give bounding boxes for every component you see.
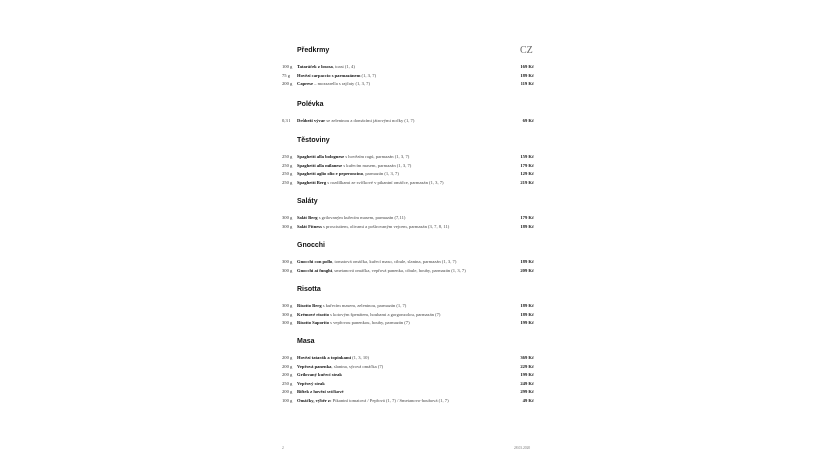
section-salaty (282, 196, 534, 231)
item-price: 189 Kč (520, 311, 534, 317)
item-price: 189 Kč (520, 303, 534, 308)
menu-item (282, 371, 534, 380)
item-price: 169 Kč (520, 64, 534, 69)
menu-item (282, 214, 534, 223)
item-desc: , slanina, sýrová omáčka (7) (331, 363, 384, 369)
item-weight: 300 g (282, 215, 293, 220)
item-price: 189 Kč (520, 259, 534, 264)
item-price: 179 Kč (520, 162, 534, 168)
item-name: Risotto Berg (297, 303, 322, 308)
item-price: 179 Kč (520, 215, 534, 220)
section-title: Polévka (297, 101, 324, 108)
section-gnocchi (282, 240, 534, 275)
item-weight: 250 g (282, 162, 293, 168)
menu-item (282, 363, 534, 372)
section-masa (282, 336, 534, 405)
item-weight: 100 g (282, 64, 293, 69)
item-desc: (1, 3, 7) (360, 72, 377, 78)
item-price: 119 Kč (520, 81, 534, 86)
item-desc: – mozzarella s rajčaty (1, 3, 7) (313, 81, 371, 86)
menu-item (282, 63, 534, 72)
section-title: Těstoviny (297, 137, 330, 144)
menu-item (282, 380, 534, 389)
item-name: Hovězí carpaccio s parmazánem (297, 72, 361, 78)
menu-item (282, 80, 534, 89)
item-name: Salát Fitness (297, 223, 322, 229)
item-desc: s prosciuttem, olivami a pošírovaným vejcem, parmazán (3, 7, 8, 11) (321, 223, 450, 229)
menu-item (282, 258, 534, 267)
section-polevka (282, 99, 534, 126)
item-weight: 300 g (282, 267, 293, 273)
section-title: Předkrmy (297, 47, 330, 54)
section-title: Risotta (297, 286, 321, 293)
item-weight: 300 g (282, 223, 293, 229)
item-weight: 250 g (282, 380, 293, 386)
item-name: Spaghetti alla bolognese (297, 154, 345, 159)
item-weight: 300 g (282, 259, 293, 264)
item-weight: 100 g (282, 397, 293, 403)
item-weight: 250 g (282, 171, 293, 176)
section-title: Gnocchi (297, 242, 326, 249)
menu-item (282, 223, 534, 232)
item-desc: , tomatová omáčka, kuřecí maso, cibule, slanina, parmazán (1, 3, 7) (332, 259, 457, 264)
item-weight: 200 g (282, 363, 293, 369)
item-price: 369 Kč (520, 355, 534, 360)
item-desc: Pikantní tomatová / Pepřová (1, 7) / Smetanovo-houbová (1, 7) (331, 397, 449, 403)
menu-item (282, 267, 534, 276)
item-name: Hovězí tatarák a topinkami (297, 355, 351, 360)
menu-item (282, 354, 534, 363)
item-desc: s vepřovou panenkou, houby, parmazán (7) (329, 320, 410, 325)
item-desc: , smetanová omáčka, vepřová panenka, cibule, houby, parmazán (1, 3, 7) (331, 267, 466, 273)
footer-page-number: 2 (282, 446, 284, 450)
item-name: Tataráček z lososa (297, 64, 333, 69)
menu-item (282, 162, 534, 171)
item-price: 249 Kč (520, 380, 534, 386)
item-price: 189 Kč (520, 223, 534, 229)
item-price: 229 Kč (520, 363, 534, 369)
menu-item (282, 153, 534, 162)
item-weight: 250 g (282, 154, 293, 159)
footer-date: 28.03.2020 (514, 446, 531, 450)
item-price: 219 Kč (520, 179, 534, 185)
menu-item (282, 72, 534, 81)
menu-item (282, 319, 534, 328)
item-weight: 300 g (282, 303, 293, 308)
item-name: Vepřová panenka (297, 363, 332, 369)
item-name: Gnocchi con pollo (297, 259, 333, 264)
item-name: Biftek z hovězí svíčkové (297, 389, 344, 394)
item-name: Vepřový steak (297, 380, 325, 386)
item-desc: se zeleninou a domácími játrovými nočky (1, 7) (325, 118, 415, 123)
item-price: 209 Kč (520, 267, 534, 273)
item-desc: s kuřecím masem, parmazán (1, 3, 7) (342, 162, 412, 168)
item-weight: 300 g (282, 320, 293, 325)
item-name: Omáčky, výběr z: (297, 397, 332, 403)
item-name: Spaghetti aglio olio e peperoncino (297, 171, 364, 176)
menu-item (282, 170, 534, 179)
item-desc: , toast (1, 4) (332, 64, 355, 69)
item-name: Spaghetti alla milanese (297, 162, 343, 168)
item-weight: 200 g (282, 389, 293, 394)
item-name: Spaghetti Berg (297, 179, 327, 185)
item-name: Gnocchi ai funghi (297, 267, 332, 273)
section-predkrmy (282, 45, 534, 89)
item-price: 129 Kč (520, 171, 534, 176)
item-desc: s rozdílkami ze svíčkové v pikantní omáčce, parmazán (1, 3, 7) (326, 179, 444, 185)
item-weight: 200 g (282, 372, 293, 377)
item-name: Krémové risotto (297, 311, 330, 317)
item-desc: , parmazán (1, 3, 7) (363, 171, 399, 176)
item-weight: 200 g (282, 81, 293, 86)
item-name: Risotto Saporito (297, 320, 330, 325)
menu-item (282, 388, 534, 397)
item-price: 69 Kč (522, 118, 534, 123)
item-weight: 300 g (282, 311, 293, 317)
item-price: 199 Kč (520, 372, 534, 377)
section-title: Masa (297, 338, 315, 345)
item-weight: 0,3 l (282, 118, 291, 123)
item-price: 199 Kč (520, 320, 534, 325)
item-name: Grilovaný kuřecí steak (297, 372, 342, 377)
section-risotta (282, 284, 534, 328)
menu-item (282, 117, 534, 126)
section-title: Saláty (297, 198, 318, 205)
item-price: 299 Kč (520, 389, 534, 394)
item-desc: s grilovaným kuřecím masem, parmazán (7,11) (317, 215, 406, 220)
item-price: 189 Kč (520, 72, 534, 78)
item-price: 159 Kč (520, 154, 534, 159)
item-weight: 250 g (282, 179, 293, 185)
item-desc: (1, 3, 10) (350, 355, 369, 360)
item-weight: 200 g (282, 355, 293, 360)
item-desc: s kuřecím masem, zeleninou, parmazán (1, 7) (321, 303, 407, 308)
item-desc: s kotovým špenátem, houbami a gorgonzolou, parmazán (7) (329, 311, 441, 317)
section-testoviny (282, 135, 534, 187)
item-desc: s hovězím ragú, parmazán (1, 3, 7) (344, 154, 410, 159)
menu-item (282, 302, 534, 311)
menu-item (282, 311, 534, 320)
item-name: Drůbeží vývar (297, 118, 326, 123)
menu-item (282, 179, 534, 188)
item-name: Caprese (297, 81, 313, 86)
item-name: Salát Berg (297, 215, 318, 220)
item-weight: 75 g (282, 72, 291, 78)
menu-item (282, 397, 534, 406)
language-label: CZ (520, 45, 533, 56)
item-price: 49 Kč (522, 397, 534, 403)
